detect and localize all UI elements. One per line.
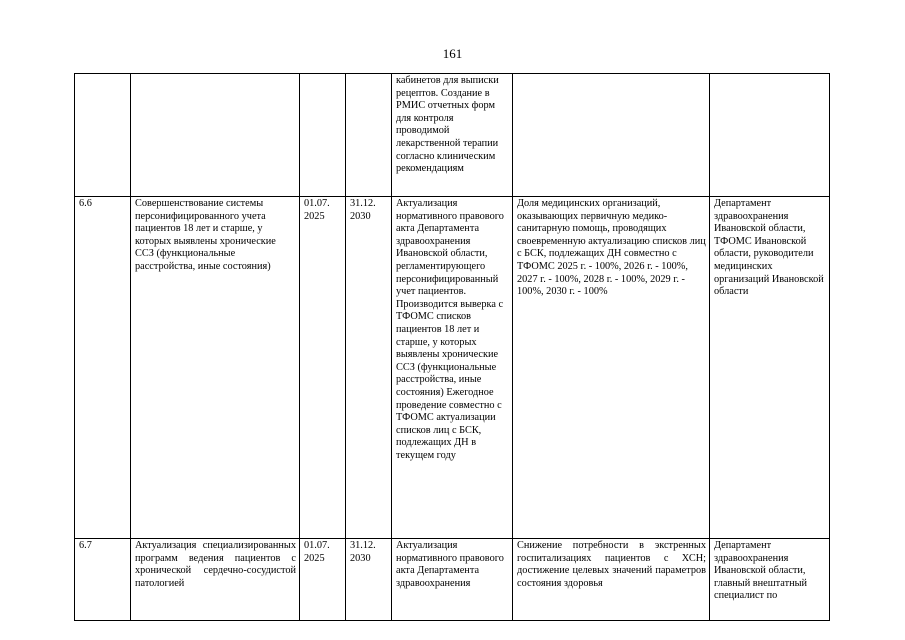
cell-end: 31.12. 2030 xyxy=(346,539,392,621)
cell-end xyxy=(346,74,392,197)
table-row-6-6 xyxy=(75,197,830,539)
table-row-continuation xyxy=(75,74,830,197)
cell-result: Доля медицинских организаций, оказывающих первичную медико-санитарную помощь, проводящих своевременную актуализацию списков лиц с БСК, подлежащих ДН совместно с ТФОМС 2025 г. - 100%, 2026 г. - 100%, 2027 г. - 100%, 2028 г. - 100%, 2029 г. - 100%, 2030 г. - 100% xyxy=(513,197,710,539)
cell-name: Совершенствование системы персонифицированного учета пациентов 18 лет и старше, у которых выявлены хронические ССЗ (функциональные расстройства, иные состояния) xyxy=(131,197,300,539)
cell-responsible: Департамент здравоохранения Ивановской области, главный внештатный специалист по xyxy=(710,539,830,621)
cell-measures: кабинетов для выписки рецептов. Создание в РМИС отчетных форм для контроля проводимой лекарственной терапии согласно клиническим рекомендациям xyxy=(392,74,513,197)
cell-name xyxy=(131,74,300,197)
cell-measures: Актуализация нормативного правового акта Департамента здравоохранения xyxy=(392,539,513,621)
cell-number xyxy=(75,74,131,197)
cell-start: 01.07. 2025 xyxy=(300,539,346,621)
cell-name: Актуализация специализированных программ ведения пациентов с хронической сердечно-сосудистой патологией xyxy=(131,539,300,621)
page-number: 161 xyxy=(442,46,463,61)
measures-table xyxy=(74,73,830,621)
cell-responsible xyxy=(710,74,830,197)
cell-responsible: Департамент здравоохранения Ивановской области, ТФОМС Ивановской области, руководители медицинских организаций Ивановской области xyxy=(710,197,830,539)
table-row-6-7 xyxy=(75,539,830,621)
cell-end: 31.12. 2030 xyxy=(346,197,392,539)
cell-measures: Актуализация нормативного правового акта Департамента здравоохранения Ивановской области, регламентирующего персонифицированный учет пациентов. Производится выверка с ТФОМС списков пациентов 18 лет и старше, у которых выявлены хронические ССЗ (функциональные расстройства, иные состояния) Ежегодное проведение совместно с ТФОМС актуализации списков лиц с БСК, подлежащих ДН в текущем году xyxy=(392,197,513,539)
cell-result xyxy=(513,74,710,197)
cell-result: Снижение потребности в экстренных госпитализациях пациентов с ХСН; достижение целевых значений параметров состояния здоровья xyxy=(513,539,710,621)
cell-number: 6.6 xyxy=(75,197,131,539)
cell-start: 01.07. 2025 xyxy=(300,197,346,539)
cell-number: 6.7 xyxy=(75,539,131,621)
cell-start xyxy=(300,74,346,197)
